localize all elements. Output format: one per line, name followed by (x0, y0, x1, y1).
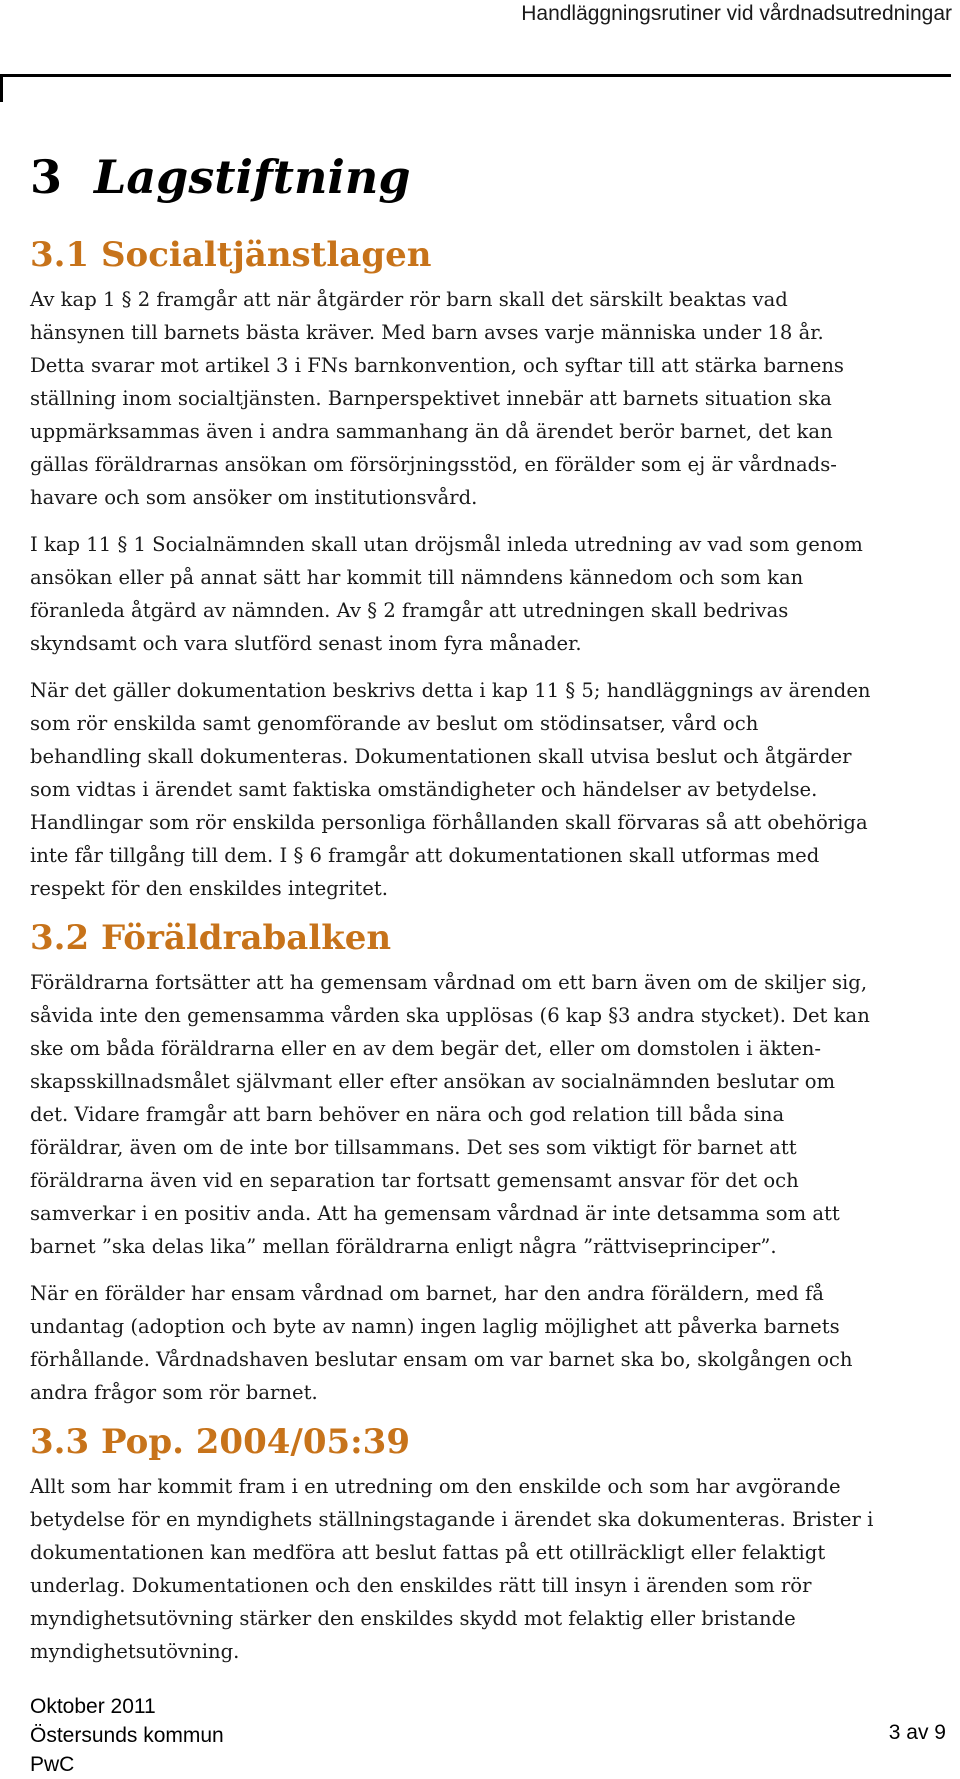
text-line: Detta svarar mot artikel 3 i FNs barnkonvention, och syftar till att stärka barnens (30, 354, 844, 378)
text-line: uppmärksammas även i andra sammanhang än då ärendet berör barnet, det kan (30, 420, 833, 444)
section-3 (30, 1423, 955, 1668)
text-line: föräldrarna även vid en separation tar fortsatt gemensamt ansvar för det och (30, 1169, 799, 1193)
text-line: undantag (adoption och byte av namn) ingen laglig möjlighet att påverka barnets (30, 1315, 840, 1339)
section-1 (30, 236, 955, 905)
header-rule (0, 74, 951, 105)
text-line: När det gäller dokumentation beskrivs detta i kap 11 § 5; handläggnings av ärenden (30, 679, 871, 703)
text-line: Föräldrarna fortsätter att ha gemensam vårdnad om ett barn även om de skiljer sig, (30, 971, 868, 995)
document-body (30, 236, 955, 1682)
chapter-heading (30, 152, 411, 203)
paragraph (30, 674, 955, 905)
paragraph (30, 1277, 955, 1409)
text-line: gällas föräldrarnas ansökan om försörjningsstöd, en förälder som ej är vårdnads- (30, 453, 837, 477)
chapter-title: Lagstiftning (94, 150, 411, 204)
text-line: hänsynen till barnets bästa kräver. Med barn avses varje människa under 18 år. (30, 321, 824, 345)
text-line: andra frågor som rör barnet. (30, 1381, 318, 1405)
paragraph (30, 1470, 955, 1668)
text-line: Handlingar som rör enskilda personliga förhållanden skall förvaras så att obehöriga (30, 811, 868, 835)
text-line: När en förälder har ensam vårdnad om barnet, har den andra föräldern, med få (30, 1282, 824, 1306)
chapter-number: 3 (30, 150, 63, 204)
paragraph (30, 528, 955, 660)
text-line: som rör enskilda samt genomförande av beslut om stödinsatser, vård och (30, 712, 759, 736)
text-line: det. Vidare framgår att barn behöver en nära och god relation till båda sina (30, 1103, 785, 1127)
footer-organization: Östersunds kommun (30, 1724, 224, 1747)
document-header-title: Handläggningsrutiner vid vårdnadsutredningar (521, 2, 952, 25)
text-line: förhållande. Vårdnadshaven beslutar ensam om var barnet ska bo, skolgången och (30, 1348, 853, 1372)
text-line: föräldrar, även om de inte bor tillsammans. Det ses som viktigt för barnet att (30, 1136, 797, 1160)
section-heading: 3.2 Föräldrabalken (30, 918, 392, 959)
paragraph (30, 283, 955, 514)
text-line: skyndsamt och vara slutförd senast inom fyra månader. (30, 632, 582, 656)
text-line: dokumentationen kan medföra att beslut fattas på ett otillräckligt eller felaktigt (30, 1541, 826, 1565)
text-line: skapsskillnadsmålet självmant eller efter ansökan av socialnämnden beslutar om (30, 1070, 836, 1094)
text-line: ske om båda föräldrarna eller en av dem begär det, eller om domstolen i äkten- (30, 1037, 822, 1061)
text-line: havare och som ansöker om institutionsvård. (30, 486, 478, 510)
text-line: som vidtas i ärendet samt faktiska omständigheter och händelser av betydelse. (30, 778, 818, 802)
text-line: behandling skall dokumenteras. Dokumentationen skall utvisa beslut och åtgärder (30, 745, 852, 769)
footer-author: PwC (30, 1753, 75, 1776)
text-line: underlag. Dokumentationen och den enskildes rätt till insyn i ärenden som rör (30, 1574, 812, 1598)
paragraph (30, 966, 955, 1263)
text-line: såvida inte den gemensamma vården ska upplösas (6 kap §3 andra stycket). Det kan (30, 1004, 870, 1028)
text-line: respekt för den enskildes integritet. (30, 877, 388, 901)
text-line: I kap 11 § 1 Socialnämnden skall utan dröjsmål inleda utredning av vad som genom (30, 533, 863, 557)
text-line: inte får tillgång till dem. I § 6 framgår att dokumentationen skall utformas med (30, 844, 820, 868)
text-line: föranleda åtgärd av nämnden. Av § 2 framgår att utredningen skall bedrivas (30, 599, 789, 623)
text-line: samverkar i en positiv anda. Att ha gemensam vårdnad är inte detsamma som att (30, 1202, 840, 1226)
text-line: myndighetsutövning. (30, 1640, 240, 1664)
text-line: myndighetsutövning stärker den enskildes skydd mot felaktig eller bristande (30, 1607, 796, 1631)
section-heading: 3.3 Pop. 2004/05:39 (30, 1422, 410, 1463)
text-line: Allt som har kommit fram i en utredning om den enskilde och som har avgörande (30, 1475, 841, 1499)
page-number: 3 av 9 (888, 1721, 946, 1744)
footer-date: Oktober 2011 (30, 1695, 156, 1718)
text-line: betydelse för en myndighets ställningstagande i ärendet ska dokumenteras. Brister i (30, 1508, 874, 1532)
text-line: ansökan eller på annat sätt har kommit till nämndens kännedom och som kan (30, 566, 804, 590)
text-line: Av kap 1 § 2 framgår att när åtgärder rör barn skall det särskilt beaktas vad (30, 288, 788, 312)
text-line: ställning inom socialtjänsten. Barnperspektivet innebär att barnets situation ska (30, 387, 832, 411)
section-2 (30, 919, 955, 1409)
section-heading: 3.1 Socialtjänstlagen (30, 235, 432, 275)
text-line: barnet ”ska delas lika” mellan föräldrarna enligt några ”rättviseprinciper”. (30, 1235, 777, 1259)
page-footer (30, 1692, 224, 1779)
